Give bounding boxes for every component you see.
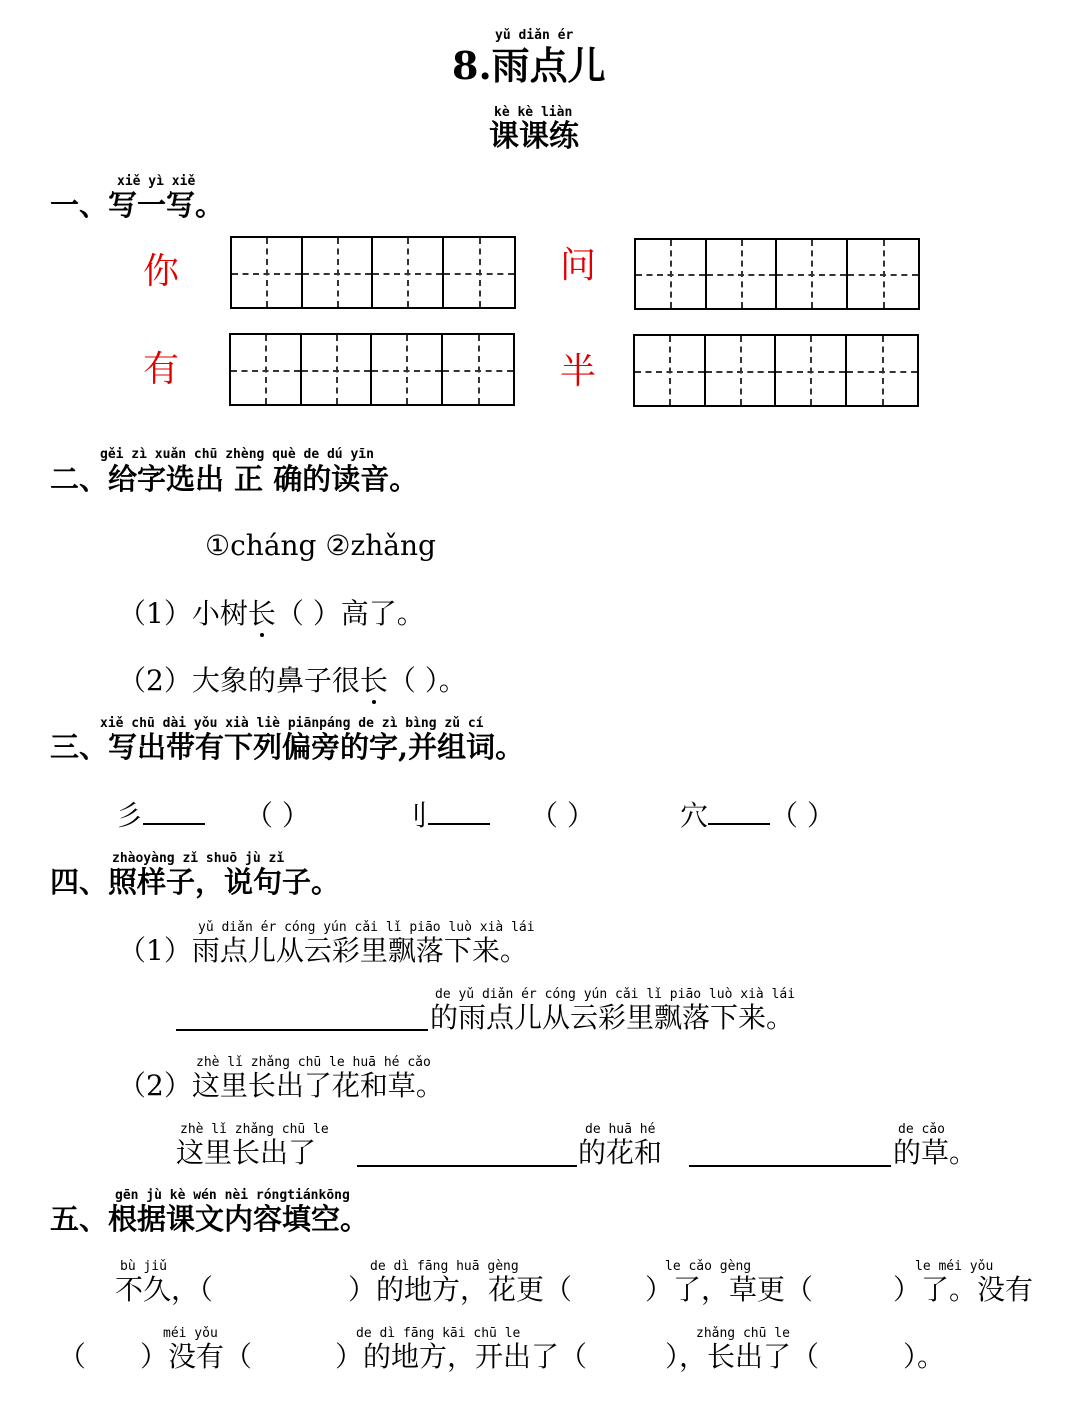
section5-heading: 五、根据课文内容填空。 (50, 1202, 370, 1236)
fill-l1-text-1: 不久，（ (115, 1273, 214, 1306)
writing-grid-4[interactable] (633, 334, 919, 407)
answer-1-sentence: 的雨点儿从云彩里飘落下来。 (430, 1001, 795, 1034)
practice-char-2: 问 (560, 245, 597, 286)
section3-pinyin: xiě chū dài yǒu xià liè piānpáng de zì bìng zǔ cí (100, 716, 484, 731)
fill-l2-pinyin-3: zhǎng chū le (696, 1326, 790, 1341)
fill-l2-text-0: （ (58, 1340, 87, 1373)
grid-cell[interactable] (707, 240, 778, 308)
example-2: （2）这里长出了花和草。 (118, 1069, 444, 1102)
question-2-2: （2）大象的鼻子很长（ ）。 (118, 664, 467, 697)
section3-heading: 三、写出带有下列偏旁的字,并组词。 (50, 730, 525, 764)
section2-pinyin: gěi zì xuǎn chū zhèng què de dú yīn (100, 447, 374, 462)
grid-cell[interactable] (847, 336, 917, 405)
practice-char-3: 有 (143, 349, 180, 390)
answer-blank-1[interactable] (176, 1029, 428, 1031)
fill-l1-text-4: ）了。没有 (893, 1273, 1034, 1306)
fill-l2-pinyin-1: méi yǒu (163, 1326, 218, 1341)
fill-l2-text-4: ）。 (903, 1340, 946, 1373)
fill-l2-pinyin-2: de dì fāng kāi chū le (356, 1326, 521, 1341)
answer-2-part-b: 的花和 (578, 1136, 663, 1169)
section2-heading: 二、给字选出 正 确的读音。 (50, 462, 419, 496)
writing-grid-1[interactable] (230, 236, 516, 309)
example-1: （1）雨点儿从云彩里飘落下来。 (118, 934, 528, 967)
grid-cell[interactable] (302, 335, 373, 404)
writing-grid-2[interactable] (634, 238, 920, 310)
grid-cell[interactable] (636, 240, 707, 308)
example2-pinyin: zhè lǐ zhǎng chū le huā hé cǎo (196, 1055, 431, 1070)
grid-cell[interactable] (776, 336, 847, 405)
fill-l2-text-3: ），长出了（ (665, 1340, 820, 1373)
page-title: 8.雨点儿 (452, 43, 606, 88)
grid-cell[interactable] (443, 335, 513, 404)
grid-cell[interactable] (635, 336, 706, 405)
section4-heading: 四、照样子，说句子。 (50, 865, 341, 899)
grid-cell[interactable] (706, 336, 777, 405)
fill-l1-pinyin-1: bù jiǔ (120, 1259, 167, 1274)
radical-item-1: 彡 （ ） (115, 799, 310, 832)
radical-item-3: 穴 （ ） (680, 799, 835, 832)
fill-l2-text-1: ）没有（ (140, 1340, 253, 1373)
answer2-pinyin-a: zhè lǐ zhǎng chū le (180, 1122, 329, 1137)
page-subtitle: 课课练 (489, 119, 579, 154)
question-2-1: （1）小树长（ ）高了。 (118, 597, 425, 630)
grid-cell[interactable] (848, 240, 918, 308)
practice-char-4: 半 (560, 351, 597, 392)
section1-heading: 一、写一写。 (50, 188, 225, 222)
grid-cell[interactable] (444, 238, 514, 307)
section5-pinyin: gēn jù kè wén nèi róngtiánkōng (115, 1188, 350, 1203)
radical-item-2: 刂 （ ） (400, 799, 595, 832)
fill-l1-pinyin-4: le méi yǒu (915, 1259, 994, 1274)
fill-l2-text-2: ）的地方，开出了（ (335, 1340, 588, 1373)
answer2-pinyin-b: de huā hé (585, 1122, 656, 1137)
answer-blank-3[interactable] (689, 1165, 891, 1167)
answer1-pinyin: de yǔ diǎn ér cóng yún cǎi lǐ piāo luò xià lái (435, 987, 796, 1002)
fill-l1-pinyin-2: de dì fāng huā gèng (370, 1259, 519, 1274)
grid-cell[interactable] (373, 238, 444, 307)
reading-options: ①cháng ②zhǎng (205, 529, 436, 562)
section4-pinyin: zhàoyàng zǐ shuō jù zǐ (112, 851, 285, 866)
fill-l1-text-2: ）的地方，花更（ (348, 1273, 573, 1306)
fill-l1-pinyin-3: le cǎo gèng (665, 1259, 752, 1274)
example1-pinyin: yǔ diǎn ér cóng yún cǎi lǐ piāo luò xià lái (198, 920, 535, 935)
grid-cell[interactable] (303, 238, 374, 307)
answer2-pinyin-c: de cǎo (898, 1122, 945, 1137)
answer-2-part-c: 的草。 (893, 1136, 978, 1169)
title-pinyin: yǔ diǎn ér (495, 28, 574, 43)
practice-char-1: 你 (143, 251, 180, 292)
writing-grid-3[interactable] (229, 333, 515, 406)
grid-cell[interactable] (372, 335, 443, 404)
answer-2-part-a: 这里长出了 (176, 1136, 317, 1169)
fill-l1-text-3: ）了，草更（ (645, 1273, 814, 1306)
grid-cell[interactable] (777, 240, 848, 308)
grid-cell[interactable] (232, 238, 303, 307)
answer-blank-2[interactable] (357, 1165, 577, 1167)
subtitle-pinyin: kè kè liàn (494, 105, 573, 120)
grid-cell[interactable] (231, 335, 302, 404)
section1-pinyin: xiě yì xiě (117, 174, 196, 189)
